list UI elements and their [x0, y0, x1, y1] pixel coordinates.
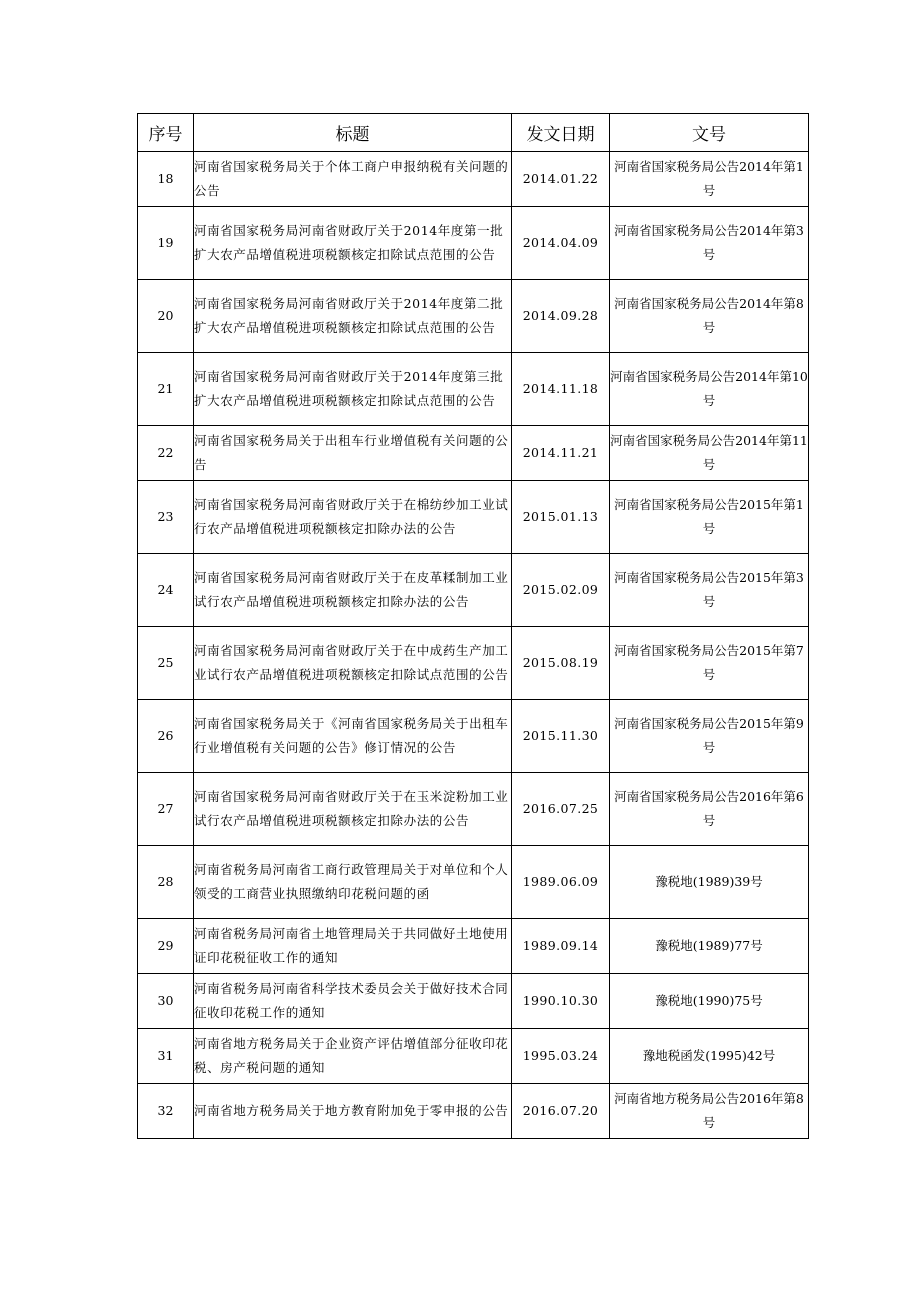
row-serial: 21 — [138, 353, 194, 426]
row-date: 2016.07.25 — [512, 773, 610, 846]
row-doc-number: 河南省国家税务局公告2015年第3号 — [610, 554, 809, 627]
header-doc-number: 文号 — [610, 114, 809, 152]
row-title: 河南省税务局河南省工商行政管理局关于对单位和个人领受的工商营业执照缴纳印花税问题的函 — [194, 846, 512, 919]
table-row — [138, 426, 809, 481]
row-date: 1990.10.30 — [512, 974, 610, 1029]
row-doc-number: 河南省地方税务局公告2016年第8号 — [610, 1084, 809, 1139]
table-row — [138, 919, 809, 974]
row-title: 河南省国家税务局河南省财政厅关于2014年度第二批扩大农产品增值税进项税额核定扣除试点范围的公告 — [194, 280, 512, 353]
document-table — [137, 113, 809, 1139]
row-date: 1989.09.14 — [512, 919, 610, 974]
table-row — [138, 1084, 809, 1139]
table-row — [138, 627, 809, 700]
table-row — [138, 152, 809, 207]
header-title: 标题 — [194, 114, 512, 152]
row-title: 河南省地方税务局关于企业资产评估增值部分征收印花税、房产税问题的通知 — [194, 1029, 512, 1084]
table-row — [138, 974, 809, 1029]
row-date: 2014.09.28 — [512, 280, 610, 353]
row-title: 河南省国家税务局河南省财政厅关于在中成药生产加工业试行农产品增值税进项税额核定扣除试点范围的公告 — [194, 627, 512, 700]
row-title: 河南省国家税务局关于出租车行业增值税有关问题的公告 — [194, 426, 512, 481]
row-serial: 28 — [138, 846, 194, 919]
row-serial: 30 — [138, 974, 194, 1029]
row-doc-number: 河南省国家税务局公告2014年第3号 — [610, 207, 809, 280]
table-row — [138, 846, 809, 919]
row-date: 2015.01.13 — [512, 481, 610, 554]
row-doc-number: 河南省国家税务局公告2015年第9号 — [610, 700, 809, 773]
row-date: 2015.08.19 — [512, 627, 610, 700]
row-doc-number: 河南省国家税务局公告2015年第7号 — [610, 627, 809, 700]
row-doc-number: 豫税地(1989)39号 — [610, 846, 809, 919]
table-row — [138, 700, 809, 773]
table-row — [138, 353, 809, 426]
row-doc-number: 豫税地(1989)77号 — [610, 919, 809, 974]
row-serial: 32 — [138, 1084, 194, 1139]
row-date: 2015.02.09 — [512, 554, 610, 627]
row-title: 河南省国家税务局河南省财政厅关于2014年度第三批扩大农产品增值税进项税额核定扣除试点范围的公告 — [194, 353, 512, 426]
row-serial: 22 — [138, 426, 194, 481]
row-title: 河南省国家税务局河南省财政厅关于在棉纺纱加工业试行农产品增值税进项税额核定扣除办法的公告 — [194, 481, 512, 554]
row-serial: 26 — [138, 700, 194, 773]
header-serial: 序号 — [138, 114, 194, 152]
table-row — [138, 1029, 809, 1084]
row-title: 河南省税务局河南省土地管理局关于共同做好土地使用证印花税征收工作的通知 — [194, 919, 512, 974]
row-doc-number: 豫地税函发(1995)42号 — [610, 1029, 809, 1084]
row-serial: 25 — [138, 627, 194, 700]
row-doc-number: 河南省国家税务局公告2016年第6号 — [610, 773, 809, 846]
row-title: 河南省地方税务局关于地方教育附加免于零申报的公告 — [194, 1084, 512, 1139]
table-row — [138, 280, 809, 353]
row-title: 河南省税务局河南省科学技术委员会关于做好技术合同征收印花税工作的通知 — [194, 974, 512, 1029]
table-header-row — [138, 114, 809, 152]
table-row — [138, 554, 809, 627]
row-date: 2015.11.30 — [512, 700, 610, 773]
row-date: 2016.07.20 — [512, 1084, 610, 1139]
row-date: 2014.04.09 — [512, 207, 610, 280]
row-doc-number: 河南省国家税务局公告2014年第8号 — [610, 280, 809, 353]
row-date: 2014.11.21 — [512, 426, 610, 481]
table-row — [138, 207, 809, 280]
row-date: 2014.01.22 — [512, 152, 610, 207]
row-title: 河南省国家税务局河南省财政厅关于2014年度第一批扩大农产品增值税进项税额核定扣除试点范围的公告 — [194, 207, 512, 280]
row-serial: 29 — [138, 919, 194, 974]
row-title: 河南省国家税务局关于《河南省国家税务局关于出租车行业增值税有关问题的公告》修订情况的公告 — [194, 700, 512, 773]
row-doc-number: 河南省国家税务局公告2014年第1号 — [610, 152, 809, 207]
row-serial: 24 — [138, 554, 194, 627]
row-date: 1989.06.09 — [512, 846, 610, 919]
table-row — [138, 481, 809, 554]
row-doc-number: 河南省国家税务局公告2015年第1号 — [610, 481, 809, 554]
row-doc-number: 河南省国家税务局公告2014年第11号 — [610, 426, 809, 481]
row-date: 2014.11.18 — [512, 353, 610, 426]
row-serial: 31 — [138, 1029, 194, 1084]
row-serial: 18 — [138, 152, 194, 207]
row-title: 河南省国家税务局河南省财政厅关于在皮革糅制加工业试行农产品增值税进项税额核定扣除办法的公告 — [194, 554, 512, 627]
row-title: 河南省国家税务局关于个体工商户申报纳税有关问题的公告 — [194, 152, 512, 207]
row-date: 1995.03.24 — [512, 1029, 610, 1084]
table-row — [138, 773, 809, 846]
row-doc-number: 豫税地(1990)75号 — [610, 974, 809, 1029]
header-date: 发文日期 — [512, 114, 610, 152]
row-serial: 23 — [138, 481, 194, 554]
row-serial: 19 — [138, 207, 194, 280]
row-serial: 27 — [138, 773, 194, 846]
row-serial: 20 — [138, 280, 194, 353]
row-title: 河南省国家税务局河南省财政厅关于在玉米淀粉加工业试行农产品增值税进项税额核定扣除办法的公告 — [194, 773, 512, 846]
row-doc-number: 河南省国家税务局公告2014年第10号 — [610, 353, 809, 426]
